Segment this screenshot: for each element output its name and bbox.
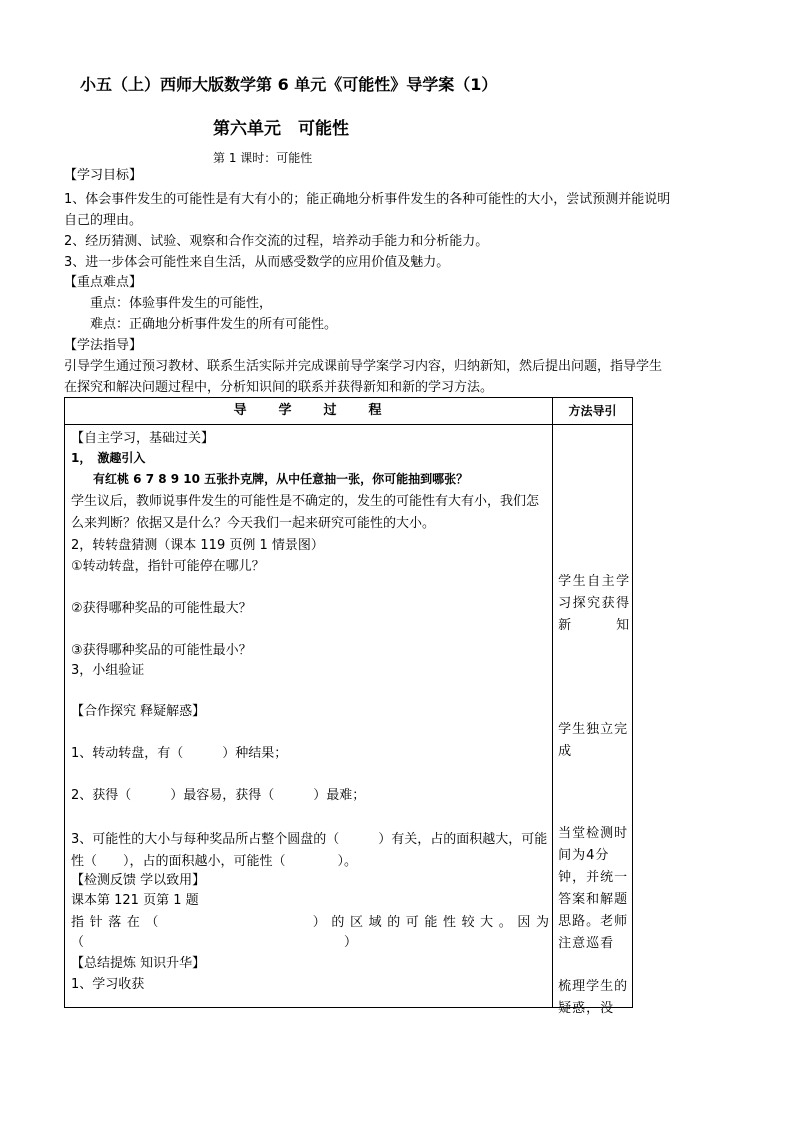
unit-title: 第六单元 可能性 <box>213 119 349 139</box>
objectives-header: 【学习目标】 <box>64 168 143 183</box>
check-line-1: 课本第 121 页第 1 题 <box>71 893 199 908</box>
note-self-study: 学生自主学习探究获得新知 <box>558 574 631 633</box>
lesson-label: 第 1 课时：可能性 <box>213 151 313 165</box>
document-title: 小五（上）西师大版数学第 6 单元《可能性》导学案（1） <box>80 75 498 94</box>
process-table <box>64 397 633 1016</box>
check-line-2: 指针落在（ ）的区域的可能性较大。因为 <box>71 915 549 930</box>
keypoint-focus: 重点：体验事件发生的可能性， <box>90 296 273 311</box>
check-line-3: （ ） <box>71 935 358 950</box>
keypoint-difficulty: 难点：正确地分析事件发生的所有可能性。 <box>90 317 338 332</box>
coop-item-2: 2、获得（ ）最容易，获得（ ）最难； <box>71 788 366 803</box>
step-1-text: 学生议后，教师说事件发生的可能性是不确定的，发生的可能性有大有小，我们怎么来判断？依据又是什么？今天我们一起来研究可能性的大小。 <box>71 494 540 531</box>
note-independent: 学生独立完成 <box>558 722 629 759</box>
step-1-title: 1， 激趣引入 <box>71 451 146 465</box>
step-3-title: 3，小组验证 <box>71 663 145 678</box>
coop-item-1: 1、转动转盘，有（ ）种结果； <box>71 746 288 761</box>
method-header: 【学法指导】 <box>64 338 143 353</box>
header-process: 导 学 过 程 <box>65 398 553 425</box>
method-line-1: 引导学生通过预习教材、联系生活实际并完成课前导学案学习内容，归纳新知，然后提出问题，指导学生 <box>64 359 663 374</box>
note-check: 当堂检测时间为4分钟，并统一答案和解题思路。老师注意巡看 <box>558 826 629 951</box>
objective-line-1: 1、体会事件发生的可能性是有大有小的；能正确地分析事件发生的各种可能性的大小，尝试预测并能说明 <box>64 192 671 207</box>
keypoints-header: 【重点难点】 <box>64 275 143 290</box>
note-summary: 梳理学生的疑惑，没 <box>558 979 629 1016</box>
objective-line-4: 3、进一步体会可能性来自生活，从而感受数学的应用价值及魅力。 <box>64 255 450 270</box>
coop-item-3: 3、可能性的大小与每种奖品所占整个圆盘的（ ）有关，占的面积越大，可能性（ ），占的面积越小，可能性（ ）。 <box>71 832 548 869</box>
self-study-header: 【自主学习，基础过关】 <box>71 431 215 446</box>
question-1: ①转动转盘，指针可能停在哪儿？ <box>71 559 265 574</box>
method-cell <box>553 425 633 1016</box>
objective-line-2: 自己的理由。 <box>64 213 143 228</box>
objective-line-3: 2、经历猜测、试验、观察和合作交流的过程，培养动手能力和分析能力。 <box>64 234 489 249</box>
question-2: ②获得哪种奖品的可能性最大？ <box>71 601 252 616</box>
header-method-guide: 方法导引 <box>553 398 633 425</box>
process-cell <box>65 425 553 1008</box>
summary-header: 【总结提炼 知识升华】 <box>71 956 206 971</box>
step-2-title: 2，转转盘猜测（课本 119 页例 1 情景图） <box>71 538 324 553</box>
step-1-question: 有红桃 6 7 8 9 10 五张扑克牌，从中任意抽一张，你可能抽到哪张？ <box>93 472 469 486</box>
coop-header: 【合作探究 释疑解惑】 <box>71 704 206 719</box>
method-line-2: 在探究和解决问题过程中，分析知识间的联系并获得新知和新的学习方法。 <box>64 380 494 395</box>
check-header: 【检测反馈 学以致用】 <box>71 873 206 888</box>
summary-item-1: 1、学习收获 <box>71 977 145 992</box>
question-3: ③获得哪种奖品的可能性最小？ <box>71 643 252 658</box>
